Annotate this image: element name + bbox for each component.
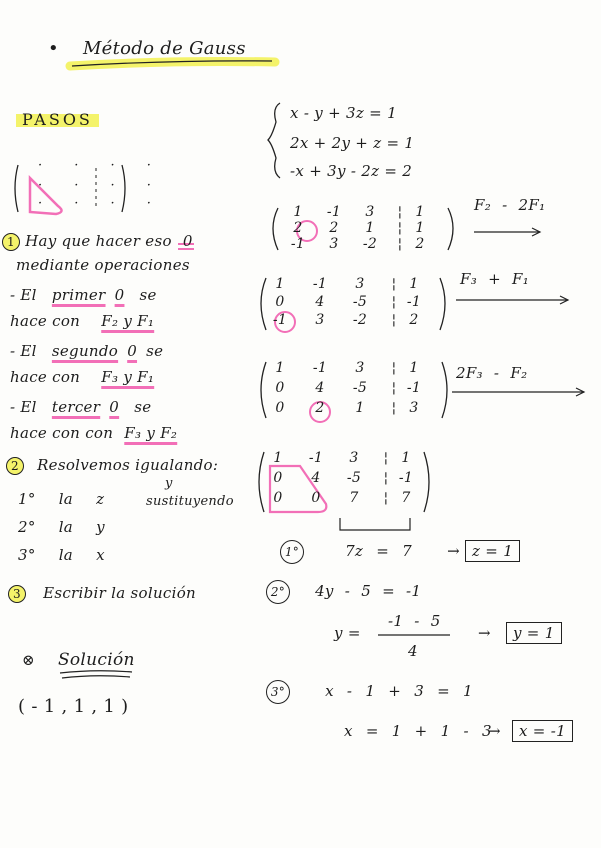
step-1 (2, 232, 193, 251)
matrix-separator: ¦ (383, 470, 389, 486)
solve-step-2 (266, 580, 421, 604)
matrix-cell: 3 (365, 204, 375, 220)
example-matrix-row: · · · · (38, 178, 165, 193)
step-2-y: y (165, 476, 173, 491)
item-ordinal: tercer (51, 398, 101, 416)
step-item-1-line2 (10, 312, 154, 330)
example-matrix: · · · · (38, 158, 165, 173)
matrix-cell: 0 (273, 470, 283, 486)
matrix-cell: 7 (349, 490, 359, 506)
matrix-cell: -2 (362, 236, 378, 252)
arrow-right-icon: → (478, 624, 491, 642)
order-1: 1° la z (18, 490, 105, 508)
item-zero: 0 (109, 398, 120, 416)
item-ops: F₃ y F₁ (101, 368, 155, 386)
solution-marker-icon: ⊗ (22, 651, 35, 669)
row-operation: F₃ + F₁ (460, 270, 530, 288)
matrix-cell: 3 (355, 276, 365, 292)
matrix-cell: 0 (275, 400, 285, 416)
matrix-cell: -2 (352, 312, 368, 328)
step-2-text: Resolvemos igualando: (37, 456, 219, 474)
solution-heading (22, 650, 135, 670)
matrix-separator: ¦ (391, 400, 397, 416)
bullet-icon: • (48, 38, 59, 59)
item-ops: F₂ y F₁ (101, 312, 155, 330)
solve-step-2-denominator: 4 (408, 642, 418, 660)
arrow-right-icon: → (488, 722, 501, 740)
steps-heading-label: PASOS (16, 110, 99, 129)
solve-step-3-number: 3° (266, 680, 290, 704)
solve-step-1-eq: 7z = 7 (345, 542, 412, 560)
item-prefix: - El (10, 398, 37, 416)
matrix-separator: ¦ (383, 490, 389, 506)
matrix-rhs-cell: 3 (409, 400, 419, 416)
matrix-separator: ¦ (391, 312, 397, 328)
matrix-rhs-cell: 1 (409, 360, 419, 376)
matrix-separator: ¦ (391, 380, 397, 396)
matrix-cell: -1 (272, 312, 288, 328)
step-2 (6, 456, 218, 475)
system-eq-3: -x + 3y - 2z = 2 (290, 162, 413, 180)
solve-step-3-eq2: x = 1 + 1 - 3 (344, 722, 492, 740)
matrix-rhs-cell: -1 (406, 380, 422, 396)
solve-step-1-result: z = 1 (465, 540, 520, 562)
matrix-cell: 1 (355, 400, 365, 416)
matrix-cell: 1 (273, 450, 283, 466)
matrix-cell: 3 (349, 450, 359, 466)
solve-step-3-eq: x - 1 + 3 = 1 (325, 682, 473, 700)
page-title: Método de Gauss (82, 38, 246, 59)
step-3-number: 3 (8, 585, 26, 603)
matrix-cell: 2 (329, 220, 339, 236)
solve-step-1-number: 1° (280, 540, 304, 564)
step-1-zero: 0 (182, 232, 193, 250)
item-line2: hace con (10, 368, 81, 386)
matrix-cell: -1 (312, 276, 328, 292)
matrix-rhs-cell: 1 (401, 450, 411, 466)
matrix-separator: ¦ (391, 360, 397, 376)
item-line2: hace con (10, 312, 81, 330)
step-item-3 (10, 398, 151, 416)
matrix-cell: 4 (311, 470, 321, 486)
matrix-cell: 2 (293, 220, 303, 236)
row-operation: 2F₃ - F₂ (456, 364, 528, 382)
item-line2: hace con con (10, 424, 114, 442)
step-item-3-line2 (10, 424, 177, 442)
system-eq-2: 2x + 2y + z = 1 (290, 134, 415, 152)
example-matrix-row: · · · · (38, 196, 165, 211)
matrix-cell: 3 (329, 236, 339, 252)
matrix-cell: 3 (315, 312, 325, 328)
solve-step-2-numerator: -1 - 5 (388, 612, 441, 630)
item-se: se (139, 286, 157, 304)
solve-step-2-res (478, 624, 562, 642)
step-item-2 (10, 342, 163, 360)
item-zero: 0 (114, 286, 125, 304)
matrix-rhs-cell: -1 (398, 470, 414, 486)
matrix-separator: ¦ (383, 450, 389, 466)
solve-step-2-eq: 4y - 5 = -1 (315, 582, 422, 600)
matrix-cell: 4 (315, 294, 325, 310)
matrix-cell: -5 (352, 294, 368, 310)
item-prefix: - El (10, 342, 37, 360)
item-ordinal: primer (51, 286, 106, 304)
row-operation: F₂ - 2F₁ (474, 196, 546, 214)
solve-step-3-result: x = -1 (512, 720, 573, 742)
matrix-cell: 0 (273, 490, 283, 506)
step-1-text: Hay que hacer eso (25, 232, 172, 250)
matrix-separator: ¦ (397, 220, 403, 236)
matrix-cell: 1 (275, 276, 285, 292)
matrix-cell: -1 (290, 236, 306, 252)
matrix-separator: ¦ (397, 236, 403, 252)
matrix-separator: ¦ (391, 294, 397, 310)
matrix-cell: 3 (355, 360, 365, 376)
solve-step-2-number: 2° (266, 580, 290, 604)
matrix-cell: 1 (275, 360, 285, 376)
matrix-cell: 1 (365, 220, 375, 236)
matrix-rhs-cell: 7 (401, 490, 411, 506)
matrix-rhs-cell: 1 (415, 204, 425, 220)
solve-step-3-res (488, 722, 573, 740)
matrix-rhs-cell: 1 (415, 220, 425, 236)
solve-step-1 (280, 540, 520, 564)
matrix-cell: -5 (352, 380, 368, 396)
item-prefix: - El (10, 286, 37, 304)
solve-step-3 (266, 680, 473, 704)
matrix-cell: 1 (293, 204, 303, 220)
order-3: 3° la x (18, 546, 105, 564)
matrix-rhs-cell: 1 (409, 276, 419, 292)
arrow-right-icon: → (447, 542, 460, 560)
matrix-cell: 0 (311, 490, 321, 506)
order-2: 2° la y (18, 518, 105, 536)
step-2-number: 2 (6, 457, 24, 475)
step-3 (8, 584, 196, 603)
matrix-separator: ¦ (397, 204, 403, 220)
solution-label: Solución (57, 650, 135, 670)
step-2-sust: sustituyendo (146, 494, 234, 509)
matrix-cell: 0 (275, 380, 285, 396)
matrix-cell: 4 (315, 380, 325, 396)
matrix-rhs-cell: 2 (415, 236, 425, 252)
matrix-rhs-cell: -1 (406, 294, 422, 310)
matrix-cell: 0 (275, 294, 285, 310)
matrix-rhs-cell: 2 (409, 312, 419, 328)
matrix-separator: ¦ (391, 276, 397, 292)
item-se: se (134, 398, 152, 416)
system-eq-1: x - y + 3z = 1 (290, 104, 397, 122)
step-1-line2: mediante operaciones (16, 256, 190, 274)
matrix-cell: -1 (326, 204, 342, 220)
page-title-row (48, 38, 246, 59)
matrix-cell: 2 (315, 400, 325, 416)
item-se: se (146, 342, 164, 360)
matrix-cell: -1 (308, 450, 324, 466)
solve-step-2-result: y = 1 (506, 622, 562, 644)
matrix-cell: -1 (312, 360, 328, 376)
solve-step-2-lhs: y = (334, 624, 361, 642)
item-ops: F₃ y F₂ (124, 424, 178, 442)
item-zero: 0 (127, 342, 138, 360)
step-item-1 (10, 286, 157, 304)
solution-value: ( - 1 , 1 , 1 ) (18, 696, 129, 717)
matrix-cell: -5 (346, 470, 362, 486)
step-1-number: 1 (2, 233, 20, 251)
steps-heading (16, 110, 99, 129)
step-item-2-line2 (10, 368, 154, 386)
step-3-text: Escribir la solución (43, 584, 197, 602)
item-ordinal: segundo (51, 342, 119, 360)
